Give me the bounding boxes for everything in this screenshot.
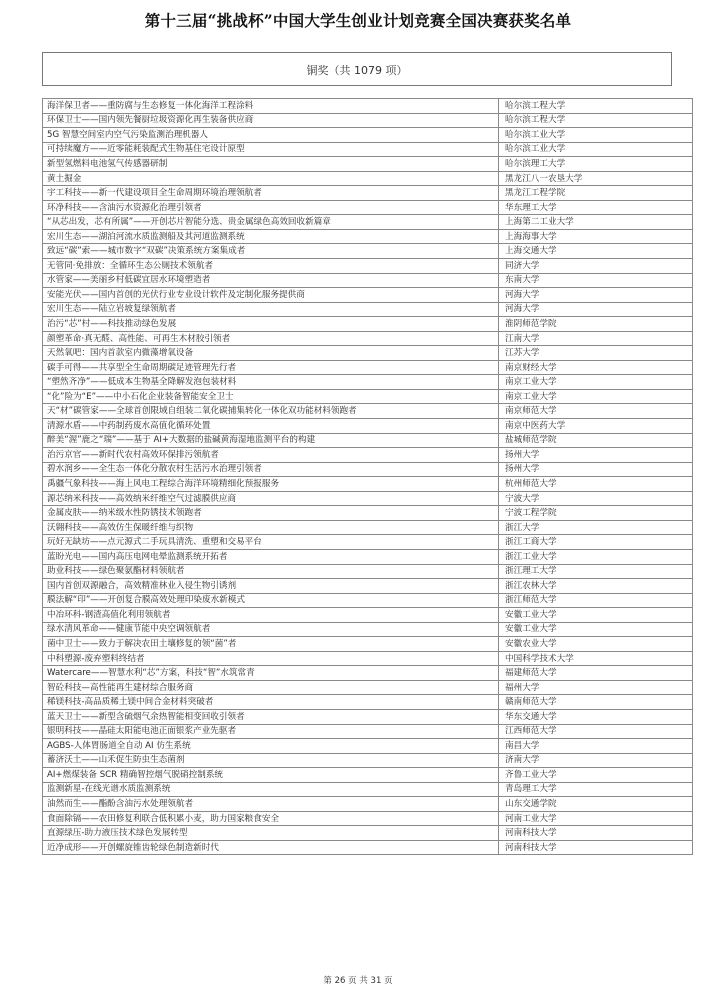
award-table-body: [43, 99, 693, 855]
table-row: [43, 608, 693, 623]
table-row: [43, 680, 693, 695]
school-name-cell: 南京师范大学: [499, 404, 693, 419]
table-row: [43, 419, 693, 434]
table-row: [43, 520, 693, 535]
table-row: [43, 157, 693, 172]
table-row: [43, 142, 693, 157]
project-name-cell: 安能光伏——国内首创的光伏行业专业设计软件及定制化服务提供商: [43, 288, 499, 303]
school-name-cell: 南昌大学: [499, 739, 693, 754]
school-name-cell: 南京工业大学: [499, 375, 693, 390]
school-name-cell: 赣南师范大学: [499, 695, 693, 710]
school-name-cell: 河海大学: [499, 302, 693, 317]
school-name-cell: 福建师范大学: [499, 666, 693, 681]
table-row: [43, 709, 693, 724]
school-name-cell: 扬州大学: [499, 462, 693, 477]
table-row: [43, 259, 693, 274]
school-name-cell: 华东理工大学: [499, 200, 693, 215]
project-name-cell: 无管同·免排放：全循环生态公厕技术领航者: [43, 259, 499, 274]
project-name-cell: 源芯纳米科技——高效纳米纤维空气过滤膜供应商: [43, 491, 499, 506]
table-row: [43, 622, 693, 637]
school-name-cell: 安徽农业大学: [499, 637, 693, 652]
table-row: [43, 273, 693, 288]
school-name-cell: 黑龙江工程学院: [499, 186, 693, 201]
project-name-cell: 智砼科技—高性能再生建材综合服务商: [43, 680, 499, 695]
table-row: [43, 782, 693, 797]
school-name-cell: 浙江工商大学: [499, 535, 693, 550]
project-name-cell: 天“材”碳管家——全球首创限域自组装二氧化碳捕集转化一体化双功能材料领跑者: [43, 404, 499, 419]
project-name-cell: 宇工科技——新一代建设项目全生命周期环境治理领航者: [43, 186, 499, 201]
school-name-cell: 河南科技大学: [499, 826, 693, 841]
school-name-cell: 盐城师范学院: [499, 433, 693, 448]
project-name-cell: 新型氢燃料电池氢气传感器研制: [43, 157, 499, 172]
table-row: [43, 506, 693, 521]
table-row: [43, 302, 693, 317]
table-row: [43, 695, 693, 710]
project-name-cell: Watercare——智慧水利“芯”方案，科技“智”水筑常青: [43, 666, 499, 681]
school-name-cell: 杭州师范大学: [499, 477, 693, 492]
page-number: 第 26 页 共 31 页: [323, 976, 393, 986]
project-name-cell: 蓄济沃土——山禾促生防虫生态菌剂: [43, 753, 499, 768]
project-name-cell: 菌中卫士——致力于解决农田土壤修复的领“菌”者: [43, 637, 499, 652]
table-row: [43, 389, 693, 404]
table-row: [43, 477, 693, 492]
table-row: [43, 171, 693, 186]
table-row: [43, 462, 693, 477]
school-name-cell: 江西师范大学: [499, 724, 693, 739]
school-name-cell: 河南工业大学: [499, 811, 693, 826]
school-name-cell: 哈尔滨理工大学: [499, 157, 693, 172]
project-name-cell: 近净成形——开创螺旋锥齿轮绿色制造新时代: [43, 840, 499, 855]
project-name-cell: 助业科技——绿色聚氨酯材料领航者: [43, 564, 499, 579]
school-name-cell: 哈尔滨工程大学: [499, 99, 693, 114]
school-name-cell: 南京财经大学: [499, 360, 693, 375]
school-name-cell: 江南大学: [499, 331, 693, 346]
school-name-cell: 东南大学: [499, 273, 693, 288]
project-name-cell: 治污京官——新时代农村高效环保排污领航者: [43, 448, 499, 463]
project-name-cell: 宏川生态——陆立岩坡复绿领航者: [43, 302, 499, 317]
school-name-cell: 南京工业大学: [499, 389, 693, 404]
project-name-cell: 碧水润乡——全生态一体化分散农村生活污水治理引领者: [43, 462, 499, 477]
table-row: [43, 404, 693, 419]
table-row: [43, 724, 693, 739]
table-row: [43, 753, 693, 768]
project-name-cell: 油然而生——酯酚含油污水处理领航者: [43, 797, 499, 812]
school-name-cell: 宁波工程学院: [499, 506, 693, 521]
school-name-cell: 华东交通大学: [499, 709, 693, 724]
project-name-cell: 金属皮肤——纳米级水性防锈技术领跑者: [43, 506, 499, 521]
project-name-cell: 绿水清风革命——健康节能中央空调领航者: [43, 622, 499, 637]
school-name-cell: 浙江师范大学: [499, 593, 693, 608]
project-name-cell: 水管家——美丽乡村低碳宜居水环境塑造者: [43, 273, 499, 288]
table-row: [43, 666, 693, 681]
project-name-cell: 监测新星-在线光谱水质监测系统: [43, 782, 499, 797]
school-name-cell: 上海海事大学: [499, 229, 693, 244]
table-row: [43, 331, 693, 346]
project-name-cell: 环保卫士——国内领先餐厨垃圾资源化再生装备供应商: [43, 113, 499, 128]
table-row: [43, 215, 693, 230]
table-row: [43, 288, 693, 303]
table-row: [43, 826, 693, 841]
table-row: [43, 593, 693, 608]
school-name-cell: 安徽工业大学: [499, 608, 693, 623]
table-row: [43, 579, 693, 594]
school-name-cell: 哈尔滨工业大学: [499, 128, 693, 143]
project-name-cell: 食面除镉——农田修复利联合低积累小麦，助力国家粮食安全: [43, 811, 499, 826]
school-name-cell: 青岛理工大学: [499, 782, 693, 797]
project-name-cell: 致远“碳”索——城市数字“双碳”决策系统方案集成者: [43, 244, 499, 259]
school-name-cell: 济南大学: [499, 753, 693, 768]
school-name-cell: 南京中医药大学: [499, 419, 693, 434]
table-row: [43, 433, 693, 448]
table-row: [43, 491, 693, 506]
table-row: [43, 346, 693, 361]
award-table: [42, 98, 693, 855]
school-name-cell: 浙江大学: [499, 520, 693, 535]
table-row: [43, 360, 693, 375]
table-row: [43, 375, 693, 390]
project-name-cell: 蓝盼光电——国内高压电网电晕监测系统开拓者: [43, 549, 499, 564]
project-name-cell: “塑然齐净”——低成本生物基全降解发泡包装材料: [43, 375, 499, 390]
award-category-header: [42, 52, 672, 86]
table-row: [43, 448, 693, 463]
school-name-cell: 宁波大学: [499, 491, 693, 506]
school-name-cell: 上海交通大学: [499, 244, 693, 259]
school-name-cell: 淮阴师范学院: [499, 317, 693, 332]
project-name-cell: 蓝天卫士——新型含硫烟气余热智能相变回收引领者: [43, 709, 499, 724]
table-row: [43, 317, 693, 332]
table-row: [43, 811, 693, 826]
project-name-cell: 治污“芯”村——科技推动绿色发展: [43, 317, 499, 332]
project-name-cell: 国内首创双源融合，高效精准林业入侵生物引诱剂: [43, 579, 499, 594]
project-name-cell: “从芯出发，芯有所属”——开创芯片智能分选、贵金属绿色高效回收新篇章: [43, 215, 499, 230]
school-name-cell: 浙江农林大学: [499, 579, 693, 594]
project-name-cell: 颜塑革命·真无醛、高性能、可再生木材胶引领者: [43, 331, 499, 346]
table-row: [43, 768, 693, 783]
project-name-cell: 中冶环科-钢渣高值化利用领航者: [43, 608, 499, 623]
school-name-cell: 河海大学: [499, 288, 693, 303]
table-row: [43, 739, 693, 754]
table-row: [43, 564, 693, 579]
project-name-cell: 醉美“渥”鹿之“瑞”——基于 AI+大数据的盐碱黄海湿地监测平台的构建: [43, 433, 499, 448]
table-row: [43, 244, 693, 259]
project-name-cell: 环净科技——含油污水资源化治理引领者: [43, 200, 499, 215]
school-name-cell: 浙江工业大学: [499, 549, 693, 564]
school-name-cell: 哈尔滨工业大学: [499, 142, 693, 157]
project-name-cell: 5G 智慧空间室内空气污染监测治理机器人: [43, 128, 499, 143]
award-category-label: 铜奖（共 1079 项）: [306, 64, 408, 77]
project-name-cell: “化”险为“E”——中小石化企业装备智能安全卫士: [43, 389, 499, 404]
school-name-cell: 山东交通学院: [499, 797, 693, 812]
table-row: [43, 651, 693, 666]
project-name-cell: AGBS-人体胃肠道全自动 AI 仿生系统: [43, 739, 499, 754]
project-name-cell: AI+燃煤装备 SCR 精确智控烟气脱硝控制系统: [43, 768, 499, 783]
project-name-cell: 膜法解“印”——开创复合膜高效处理印染废水新模式: [43, 593, 499, 608]
project-name-cell: 碳手可得——共享型全生命周期碳足迹管理先行者: [43, 360, 499, 375]
table-row: [43, 186, 693, 201]
project-name-cell: 直源绿压-助力液压技术绿色发展转型: [43, 826, 499, 841]
project-name-cell: 银明科技——晶硅太阳能电池正面银浆产业先驱者: [43, 724, 499, 739]
table-row: [43, 797, 693, 812]
project-name-cell: 黄土掘金: [43, 171, 499, 186]
project-name-cell: 可持续魔方——近零能耗装配式生物基住宅设计原型: [43, 142, 499, 157]
table-row: [43, 229, 693, 244]
document-title: 第十三届“挑战杯”中国大学生创业计划竞赛全国决赛获奖名单: [144, 11, 572, 30]
project-name-cell: 海洋保卫者——重防腐与生态修复一体化海洋工程涂料: [43, 99, 499, 114]
project-name-cell: 宏川生态——湖泊河流水质监测船及其河道监测系统: [43, 229, 499, 244]
project-name-cell: 玩好无缺坊——点元源式二手玩具清洗、重塑和交易平台: [43, 535, 499, 550]
school-name-cell: 黑龙江八一农垦大学: [499, 171, 693, 186]
school-name-cell: 福州大学: [499, 680, 693, 695]
project-name-cell: 中科塑源-废弃塑料终结者: [43, 651, 499, 666]
table-row: [43, 200, 693, 215]
school-name-cell: 江苏大学: [499, 346, 693, 361]
table-row: [43, 535, 693, 550]
table-row: [43, 128, 693, 143]
school-name-cell: 扬州大学: [499, 448, 693, 463]
table-row: [43, 549, 693, 564]
school-name-cell: 中国科学技术大学: [499, 651, 693, 666]
table-row: [43, 99, 693, 114]
project-name-cell: 天然氧吧：国内首款室内微藻增氧设备: [43, 346, 499, 361]
table-row: [43, 113, 693, 128]
project-name-cell: 禹疆气象科技——海上风电工程综合海洋环境精细化预报服务: [43, 477, 499, 492]
school-name-cell: 同济大学: [499, 259, 693, 274]
project-name-cell: 清源水盾——中药制药废水高值化循环处置: [43, 419, 499, 434]
table-row: [43, 637, 693, 652]
school-name-cell: 上海第二工业大学: [499, 215, 693, 230]
school-name-cell: 浙江理工大学: [499, 564, 693, 579]
school-name-cell: 河南科技大学: [499, 840, 693, 855]
school-name-cell: 齐鲁工业大学: [499, 768, 693, 783]
school-name-cell: 安徽工业大学: [499, 622, 693, 637]
table-row: [43, 840, 693, 855]
project-name-cell: 沃翱科技——高效仿生保暖纤维与织物: [43, 520, 499, 535]
project-name-cell: 稀镁科技-高品质稀土镁中间合金材料突破者: [43, 695, 499, 710]
school-name-cell: 哈尔滨工程大学: [499, 113, 693, 128]
